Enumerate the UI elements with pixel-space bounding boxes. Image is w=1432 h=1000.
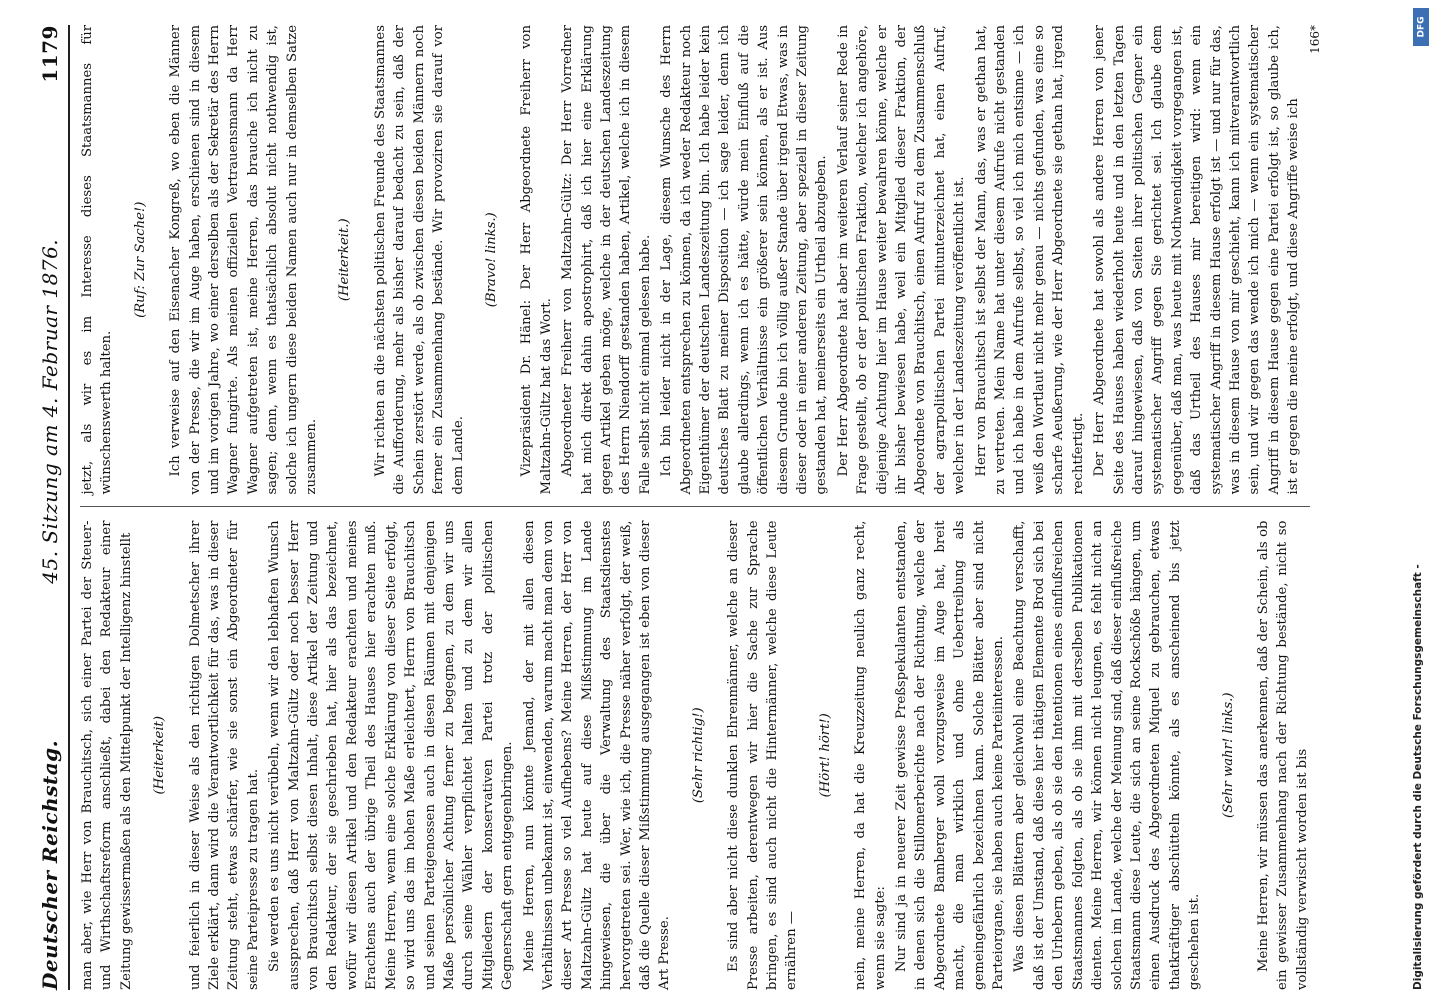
paragraph: Der Herr Abgeordnete hat sowohl als andere Herren von jener Seite des Hauses haben wiederholt heute und in den letzten Tagen darauf hingewiesen, daß von Seiten ihrer politischen Gegner ein systematischer Angriff gegen Sie gerichtet sei. Ich glaube dem gegenüber, daß man, was heute mit Nothwendigkeit vorgegangen ist, daß das Urtheil des Hauses mir bereitigen wird: wenn ein systematischer Angriff in diesem Hause erfolgt ist — und nur für das, was in diesem Hause von mir geschieht, kann ich mitverantwortlich sein, und wir gegen das wende ich mich — wenn ein systematischer Angriff in diesem Hause gegen eine Partei erfolgt ist, so glaube ich, ist er gegen die meine erfolgt, und diese Angriffe weise ich <box>1092 25 1302 495</box>
dfg-logo: DFG <box>1413 8 1429 46</box>
paragraph: Wir richten an die nächsten politischen Freunde des Staatsmannes die Aufforderung, mehr als bisher darauf bedacht zu sein, daß der Schein zerstört werde, als ob zwischen diesen beiden Männern noch ferner ein Zusammenhang bestände. Wir provoziren sie darauf vor dem Lande. <box>372 25 466 495</box>
paragraph: Was diesen Blättern aber gleichwohl eine Beachtung verschafft, daß ist der Umstand, daß diese hier thätigen Elemente Brod sich bei den Urhebern geben, als ob sie den Intentionen eines einflußreichen Staatsmannes folgten, als ob sie ihm mit derselben Publikationen dienten. Meine Herren, wir können nicht leugnen, es fehlt nicht an solchen im Lande, welche der Meinung sind, daß dieser einflußreiche Staatsmann diese Leute, die sich an seine Rockschöße hängen, um einen Ausdruck des Abgeordneten Miquel zu gebrauchen, etwas thatkräftiger abschütteln könnte, als es anscheinend bis jetzt geschehen ist. <box>1012 520 1203 990</box>
paragraph: jetzt, als wir es im Interesse dieses Staatsmannes für wünschenswerth halten. <box>80 25 115 495</box>
interjection: (Hört! hört!) <box>817 713 833 798</box>
digitization-credit <box>1410 0 1432 1000</box>
paragraph: Ich bin leider nicht in der Lage, diesem Wunsche des Herrn Abgeordneten entsprechen zu können, da ich weder Redakteur noch Eigenthümer der deutschen Landeszeitung bin. Ich habe leider kein deutsches Blatt zu meiner Disposition — ich sage leider, denn ich glaube allerdings, wenn ich es hätte, würde mein Einfluß auf die öffentlichen Verhältnisse ein größerer sein können, als er ist. Aus diesem Grunde bin ich völlig außer Stande über irgend Etwas, was in dieser oder in einer anderen Zeitung, aber speziell in dieser Zeitung gestanden hat, meinerseits ein Urtheil abzugeben. <box>659 25 830 495</box>
paragraph: Nur sind ja in neuerer Zeit gewisse Preßspekulanten entstanden, in denen sich die Stillomerberichte nach der Richtung, welche der Abgeordnete Bamberger wohl vorzugsweise im Auge hat, breit macht, die man wirklich und ohne Uebertreibung als gemeingefährlich bezeichnen kann. Solche Blätter aber sind nicht Parteiorgane, sie haben auch keine Parteiinteressen. <box>894 520 1007 990</box>
signature-mark: 166* <box>1307 25 1322 54</box>
interjection: (Ruf: Zur Sache!) <box>132 201 148 318</box>
paragraph: man aber, wie Herr von Brauchitsch, sich einer Partei der Steuer- und Wirthschaftsreform anschließt, dabei den Redakteur einer Zeitung gewissermaßen als den Mittelpunkt der Intelligenz hinstellt <box>80 520 134 990</box>
page-header <box>18 25 70 990</box>
interjection: (Heiterkeit.) <box>337 218 353 302</box>
interjection: (Bravo! links.) <box>483 212 499 308</box>
text-columns <box>78 25 1322 990</box>
left-column <box>78 521 1325 991</box>
paragraph: Sie werden es uns nicht verübeln, wenn wir den lebhaften Wunsch aussprechen, daß Herr von Maltzahn-Gültz oder noch besser Herr von Brauchitsch selbst diesen Inhalt, diese Artikel der Zeitung und den Redakteur, der sie geschrieben hat, hier als das bezeichnet, wofür wir diesen Artikel und den Redakteur erachten und meines Erachtens auch der übrige Theil des Hauses hier erachten muß. Meine Herren, wenn eine solche Erklärung von dieser Seite erfolgt, so wird uns das im hohen Maße erleichtert, Herrn von Brauchitsch und seinen Parteigenossen auch in diesen Räumen mit denjenigen Maße persönlicher Achtung ferner zu begegnen, zu dem wir uns durch seine Wähler verpflichtet halten und zu dem wir allen Mitgliedern der konservativen Partei trotz der politischen Gegnerschaft gern entgegenbringen. <box>267 520 516 990</box>
paragraph: Meine Herren, wir müssen das anerkennen, daß der Schein, als ob ein gewisser Zusammenhang nach der Richtung bestände, nicht so vollständig verwischt worden ist bis <box>1255 520 1310 990</box>
page-number: 1179 <box>38 25 62 83</box>
paragraph: Ich verweise auf den Eisenacher Kongreß, wo eben die Männer von der Presse, die wir im Auge haben, erschienen sind in diesem und im vorigen Jahre, wo einer derselben als der Sekretär des Herrn Wagner fungirte. Als meinen offiziellen Vertrauensmann da Herr Wagner aufgetreten ist, meine Herren, das brauche ich nicht zu sagen; denn, wenn es thatsächlich absolut nicht nothwendig ist, solche ich ungern diese beiden Namen auch nur in demselben Satze zusammen. <box>168 25 320 495</box>
paragraph: und feierlich in dieser Weise als den richtigen Dolmetscher ihrer Ziele erklärt, dann wird die Verantwortlichkeit für das, was in dieser Zeitung steht, etwas schärfer, wie sie sonst ein Abgeordneter für seine Parteipresse zu tragen hat. <box>187 520 261 990</box>
interjection: (Sehr wahr! links.) <box>1220 692 1236 818</box>
paragraph: Vizepräsident Dr. Hänel: Der Herr Abgeordnete Freiherr von Maltzahn-Gültz hat das Wort. <box>519 25 554 495</box>
interjection: (Sehr richtig!) <box>690 707 706 804</box>
paragraph: Meine Herren, nun könnte Jemand, der mit allen diesen Verhältnissen unbekannt ist, einwenden, warum macht man denn von dieser Art Presse so viel Aufhebens? Meine Herren, der Herr von Maltzahn-Gültz hat heute auf diese Mißstimmung im Lande hingewiesen, die über die Verwaltung des Staatsdienstes hervorgetreten sei. Wer, wie ich, die Presse näher verfolgt, der weiß, daß die Quelle dieser Mißstimmung ausgegangen ist eben von dieser Art Presse. <box>521 520 673 990</box>
publication-title: Deutscher Reichstag. <box>38 739 62 990</box>
paragraph: Herr von Brauchitsch ist selbst der Mann, das, was er gethan hat, zu vertreten. Mein Name hat unter diesem Aufrufe nicht gestanden und ich habe in dem Aufrufe selbst, so viel ich mich entsinne — ich weiß den Wortlaut nicht mehr genau — nichts gefunden, was eine so scharfe Aeußerung, wie der Herr Abgeordnete sie gethan hat, irgend rechtfertigt. <box>973 25 1086 495</box>
credit-text: Digitalisierung gefördert durch die Deutsche Forschungsgemeinschaft - <box>1412 564 1424 990</box>
interjection: (Heiterkeit) <box>152 715 168 795</box>
paragraph: Der Herr Abgeordnete hat aber im weiteren Verlauf seiner Rede in Frage gestellt, ob er der politischen Fraktion, welcher ich angehöre, diejenige Achtung hier im Hause weiter bewahren könne, welche er ihr bisher bewiesen habe, weil ein Mitglied dieser Fraktion, der Abgeordnete von Brauchitsch, einen Aufruf zu dem Zusammenschluß der agrarpolitischen Partei mitunterzeichnet hat, einen Aufruf, welcher in der Landeszeitung veröffentlicht ist. <box>835 25 968 495</box>
paragraph: Es sind aber nicht diese dunklen Ehrenmänner, welche an dieser Presse arbeiten, derentwegen wir hier die Sache zur Sprache bringen, es sind auch nicht die Hintermänner, welche diese Leute ernähren — <box>726 520 800 990</box>
session-date: 45. Sitzung am 4. Februar 1876. <box>38 238 62 584</box>
right-column <box>78 25 1325 495</box>
paragraph: nein, meine Herren, da hat die Kreuzzeitung neulich ganz recht, wenn sie sagte: <box>853 520 888 990</box>
paragraph: Abgeordneter Freiherr von Maltzahn-Gültz: Der Herr Vorredner hat mich direkt dahin apostrophirt, daß ich hier eine Erklärung gegen Artikel geben möge, welche in der deutschen Landeszeitung des Herrn Niendorff gestanden haben, Artikel, welche ich in diesem Falle selbst nicht einmal gelesen habe. <box>560 25 653 495</box>
